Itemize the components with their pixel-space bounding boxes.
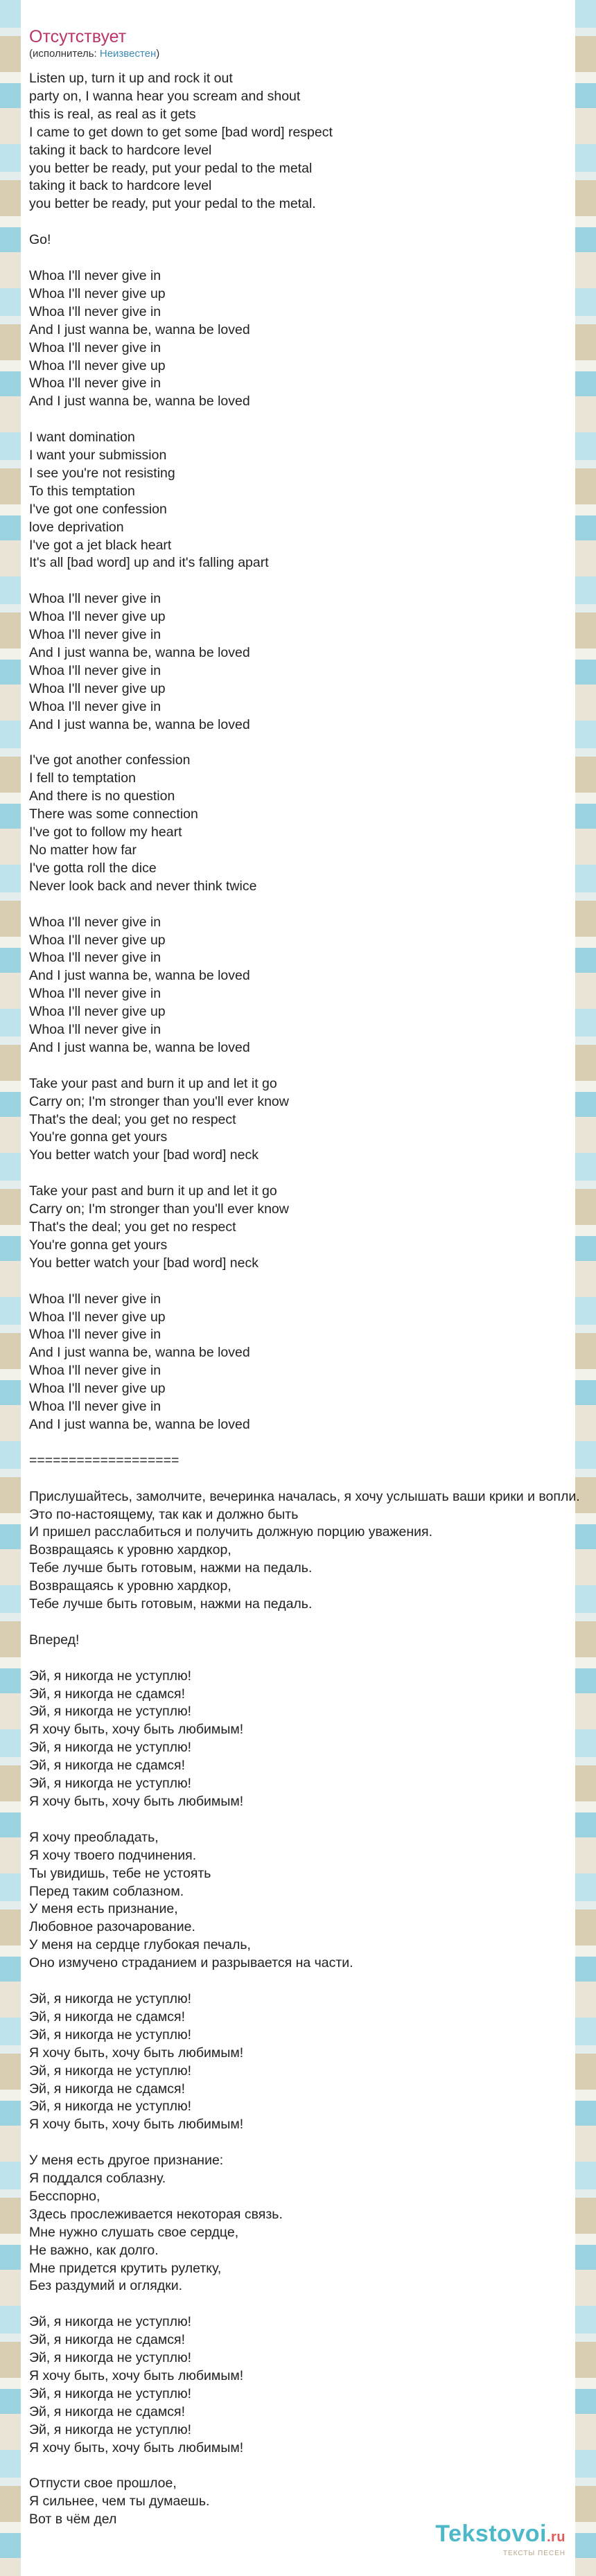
background-stripes-left — [0, 0, 21, 2576]
artist-line — [29, 47, 159, 61]
site-watermark — [435, 2521, 566, 2558]
watermark-tagline: ТЕКСТЫ ПЕСЕН — [502, 2550, 566, 2557]
artist-prefix: (исполнитель: — [29, 48, 100, 60]
lyrics-page — [21, 0, 580, 2576]
watermark-brand: Tekstovoi — [435, 2521, 547, 2547]
artist-link[interactable]: Неизвестен — [99, 48, 157, 60]
watermark-logo — [435, 2521, 566, 2550]
song-header — [29, 26, 159, 61]
song-title: Отсутствует — [29, 27, 127, 46]
watermark-tld: .ru — [546, 2530, 566, 2545]
artist-suffix: ) — [156, 48, 160, 60]
lyrics-text: Listen up, turn it up and rock it out party on, I wanna hear you scream and shout this is real, as real as it gets I came to get down to get some [bad word] respect taking it back to hardcore level you better be ready, put your pedal to the metal taking it back to hardcore level you better be ready, put your pedal to the metal. Go! Whoa I'll never give in Whoa I'll never give up Whoa I'll never give in And I just wanna be, wanna be loved Whoa I'll never give in Whoa I'll never give up Whoa I'll never give in And I just wanna be, wanna be loved I want domination I want your submission I see you're not resisting To this temptation I've got one confession love deprivation I've got a jet black heart It's all [bad word] up and it's falling apart Whoa I'll never give in Whoa I'll never give up Whoa I'll never give in And I just wanna be, wanna be loved Whoa I'll never give in Whoa I'll never give up Whoa I'll never give in And I just wanna be, wanna be loved I've got another confession I fell to temptation And there is no question There was some connection I've got to follow my heart No matter how far I've gotta roll the dice Never look back and never think twice Whoa I'll never give in Whoa I'll never give up Whoa I'll never give in And I just wanna be, wanna be loved Whoa I'll never give in Whoa I'll never give up Whoa I'll never give in And I just wanna be, wanna be loved Take your past and burn it up and let it go Carry on; I'm stronger than you'll ever know That's the deal; you get no respect You're gonna get yours You better watch your [bad word] neck Take your past and burn it up and let it go Carry on; I'm stronger than you'll ever know That's the deal; you get no respect You're gonna get yours You better watch your [bad word] neck Whoa I'll never give in Whoa I'll never give up Whoa I'll never give in And I just wanna be, wanna be loved Whoa I'll never give in Whoa I'll never give up Whoa I'll never give in And I just wanna be, wanna be loved =================== Прислушайтесь, замолчите, вечеринка началась, я хочу услышать ваши крики и вопли. Это по-настоящему, так как и должно быть И пришел расслабиться и получить должную порцию уважения. Возвращаясь к уровню хардкор, Тебе лучше быть готовым, нажми на педаль. Возвращаясь к уровню хардкор, Тебе лучше быть готовым, нажми на педаль. Вперед! Эй, я никогда не уступлю! Эй, я никогда не сдамся! Эй, я никогда не уступлю! Я хочу быть, хочу быть любимым! Эй, я никогда не уступлю! Эй, я никогда не сдамся! Эй, я никогда не уступлю! Я хочу быть, хочу быть любимым! Я хочу преобладать, Я хочу твоего подчинения. Ты увидишь, тебе не устоять Перед таким соблазном. У меня есть признание, Любовное разочарование. У меня на сердце глубокая печаль, Оно измучено страданием и разрывается на части. Эй, я никогда не уступлю! Эй, я никогда не сдамся! Эй, я никогда не уступлю! Я хочу быть, хочу быть любимым! Эй, я никогда не уступлю! Эй, я никогда не сдамся! Эй, я никогда не уступлю! Я хочу быть, хочу быть любимым! У меня есть другое признание: Я поддался соблазну. Бесспорно, Здесь прослеживается некоторая связь. Мне нужно слушать свое сердце, Не важно, как долго. Мне придется крутить рулетку, Без раздумий и оглядки. Эй, я никогда не уступлю! Эй, я никогда не сдамся! Эй, я никогда не уступлю! Я хочу быть, хочу быть любимым! Эй, я никогда не уступлю! Эй, я никогда не сдамся! Эй, я никогда не уступлю! Я хочу быть, хочу быть любимым! Отпусти свое прошлое, Я сильнее, чем ты думаешь. Вот в чём дел — [29, 71, 580, 2528]
